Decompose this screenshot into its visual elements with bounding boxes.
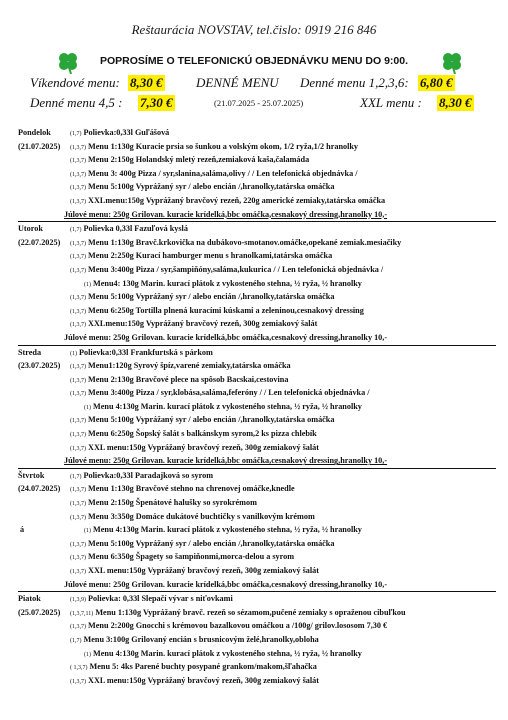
allergen-codes: (1): [70, 350, 77, 357]
allergen-codes: (1,3,7): [70, 322, 86, 329]
allergen-codes: (1): [84, 281, 91, 288]
menu-line: [18, 606, 508, 620]
menu-item: Menu 2:150g Špenátové halušky so syrokrémom: [88, 498, 257, 508]
allergen-codes: (1,3,7): [70, 514, 86, 521]
menu-line: [18, 140, 508, 154]
menu-line: [18, 496, 508, 510]
allergen-codes: (1,3,7): [70, 308, 86, 315]
allergen-codes: (1,3,7): [70, 144, 86, 151]
menu-item: Menu 6:250g Tortilla plnená kuracími kúskami a zeleninou,cesnakový dressing: [88, 305, 364, 315]
menu-item: Menu4: 130g Marin. kurací plátok z vykosteného stehna, ½ ryža, ½ hranolky: [93, 278, 362, 288]
day-name: Piatok: [18, 594, 41, 604]
allergen-codes: (1,3,7): [70, 541, 86, 548]
menu-line: [18, 277, 508, 291]
day-name: Streda: [18, 347, 42, 357]
menu-item: Menu 5:100g Vyprážaný syr / alebo encián /,hranolky,tatárska omáčka: [88, 182, 335, 192]
allergen-codes: (1,3,7): [70, 418, 86, 425]
menu-item: Menu 6:250g Šopský šalát s balkánskym syrom,2 ks pizza chlebík: [88, 429, 317, 439]
day-date: (21.07.2025): [18, 141, 61, 151]
menu-item: Menu 1:130g Bravč.krkovička na dubákovo-smotanov.omáčke,opekané zemiak.mesiačiky: [88, 237, 402, 247]
menu-item: XXLmenu:150g Vyprážaný bravčový rezeň, 220g americké zemiaky,tatárska omáčka: [88, 195, 386, 205]
menu-line: [18, 290, 508, 304]
menu-item: Menu 5:100g Vyprážaný syr / alebo encián /,hranolky,tatárska omáčka: [88, 415, 335, 425]
order-notice: POPROSÍME O TELEFONICKÚ OBJEDNÁVKU MENU DO 9:00.: [99, 55, 409, 67]
daily-45-price: 7,30 €: [140, 95, 173, 110]
allergen-codes: (1,3,7): [70, 624, 86, 631]
soup-item: Polievka:0,33l Paradajková so syrom: [83, 470, 214, 480]
menu-line: [18, 633, 508, 647]
allergen-codes: (1,3,7): [70, 377, 86, 384]
menu-item: Júlové menu: 250g Grilovan. kuracie krídelká,bbc omáčka,cesnakový dressing,hranolky 10,-: [64, 579, 388, 589]
day-name: Utorok: [18, 224, 43, 234]
allergen-codes: (1,3,7): [70, 267, 86, 274]
menu-item: XXL menu:150g Vyprážaný bravčový rezeň, 300g zemiakový šalát: [88, 442, 319, 452]
soup-item: Polievka 0,33l Fazuľová kyslá: [83, 224, 188, 234]
allergen-codes: (1,3,7): [70, 445, 86, 452]
weekly-menu: [18, 126, 508, 687]
allergen-codes: (1): [84, 651, 91, 658]
daily-45-label: Denné menu 4,5 :: [30, 95, 123, 110]
menu-item: Júlové menu: 250g Grilovan. kuracie krídelká,bbc omáčka,cesnakový dressing,hranolky 10,-: [64, 209, 388, 219]
menu-item: Menu 5:100g Vyprážaný syr / alebo encián /,hranolky,tatárska omáčka: [88, 292, 335, 302]
day-block: [18, 222, 508, 345]
menu-line: [18, 304, 508, 318]
menu-item: XXL menu:150g Vyprážaný bravčový rezeň, 300g zemiakový šalát: [88, 675, 319, 685]
xxl-menu-price: 8,30 €: [439, 95, 472, 110]
menu-item: Menu1:120g Syrový špíz,varené zemiaky,tatárska omáčka: [88, 361, 291, 371]
menu-line: [18, 592, 508, 606]
allergen-codes: (1,7): [70, 131, 82, 137]
menu-line: [18, 331, 508, 345]
allergen-codes: (1,3,7,11): [70, 610, 94, 617]
menu-line: [18, 413, 508, 427]
day-name: Štvrtok: [18, 470, 45, 480]
allergen-codes: (1,3,7): [70, 240, 86, 247]
menu-line: [18, 550, 508, 564]
soup-item: Polievka: 0,33l Slepačí vývar s niťovkami: [88, 594, 233, 604]
restaurant-title: Reštaurácia NOVSTAV, tel.čislo: 0919 216 846: [131, 22, 377, 37]
menu-item: Júlové menu: 250g Grilovan. kuracie krídelká,bbc omáčka,cesnakový dressing,hranolky 10,-: [64, 332, 388, 342]
day-date: (25.07.2025): [18, 607, 61, 617]
menu-line: [18, 373, 508, 387]
daily-menu-label: DENNÉ MENU: [196, 75, 279, 90]
daily-123-label: Denné menu 1,2,3,6:: [300, 75, 409, 90]
allergen-codes: (1,3,7): [70, 569, 86, 575]
menu-line: [18, 564, 508, 578]
menu-item: Menu 3: 400g Pizza / syr,slanina,saláma,olivy / / Len telefonická objednávka /: [88, 168, 358, 178]
menu-line: [18, 441, 508, 455]
xxl-menu-label: XXL menu :: [360, 95, 422, 110]
menu-line: [18, 263, 508, 277]
menu-line: [18, 482, 508, 496]
menu-item: Menu 3:350g Domáce dukátové buchtičky s vanilkovým krémom: [88, 511, 315, 521]
menu-item: Menu 2:250g Kurací hamburger menu s hranolkami,tatárska omáčka: [88, 251, 333, 261]
menu-line: [18, 359, 508, 373]
allergen-codes: (1): [84, 528, 91, 535]
allergen-codes: (1,3,7): [70, 364, 86, 371]
menu-item: Menu 5:100g Vyprážaný syr / alebo encián /,hranolky,tatárska omáčka: [88, 538, 335, 548]
allergen-codes: (1,3,7): [70, 158, 86, 165]
menu-item: XXL menu:150g Vyprážaný bravčový rezeň, 300g zemiakový šalát: [88, 566, 319, 575]
menu-line: [18, 317, 508, 331]
menu-item: Menu 1:130g Bravčové stehno na chrenovej omáčke,knedle: [88, 484, 295, 494]
allergen-codes: (1,3,7): [70, 391, 86, 398]
allergen-codes: (1): [84, 404, 91, 411]
menu-line: [18, 386, 508, 400]
allergen-codes: ( 1,3,7): [70, 665, 88, 672]
allergen-codes: (1,3,7): [70, 678, 86, 685]
day-date: (24.07.2025): [18, 484, 61, 494]
allergen-codes: (1,3,7): [70, 432, 86, 439]
day-block: [18, 126, 508, 222]
day-name: Pondelok: [18, 128, 51, 137]
menu-item: Menu 3:400g Pizza / syr,klobása,saláma,feferóny / / Len telefonická objednávka /: [88, 388, 370, 398]
menu-line: [18, 126, 508, 140]
day-date: (23.07.2025): [18, 361, 61, 371]
menu-line: [18, 523, 508, 537]
allergen-codes: (1,3,7): [70, 171, 86, 178]
menu-line: [18, 194, 508, 208]
menu-line: [18, 510, 508, 524]
menu-item: Júlové menu: 250g Grilovan. kuracie krídelká,bbc omáčka,cesnakový dressing,hranolky 10,-: [64, 456, 388, 466]
menu-line: [18, 346, 508, 360]
menu-line: [18, 619, 508, 633]
menu-line: [18, 427, 508, 441]
menu-item: Menu 1:130g Vyprážaný bravč. rezeň so sézamom,pučené zemiaky s opraženou cibuľkou: [95, 607, 406, 617]
menu-line: [18, 249, 508, 263]
menu-item: XXLmenu:150g Vyprážaný bravčový rezeň, 300g zemiakový šalát: [88, 319, 318, 329]
menu-line: [18, 674, 508, 688]
soup-item: Polievka:0,33l Guľášová: [83, 128, 170, 137]
allergen-codes: (1,3,7): [70, 501, 86, 508]
day-block: [18, 346, 508, 469]
menu-line: [18, 469, 508, 483]
menu-line: [18, 180, 508, 194]
menu-line: [18, 167, 508, 181]
menu-line: [18, 222, 508, 236]
menu-line: [18, 647, 508, 661]
menu-item: Menu 2:150g Holandský mletý rezeň,zemiaková kaša,čalamáda: [88, 155, 310, 165]
menu-item: Menu 3:400g Pizza / syr,šampiňóny,saláma,kukurica / / Len telefonická objednávka /: [88, 264, 384, 274]
menu-line: [18, 400, 508, 414]
menu-item: Menu 5: 4ks Parené buchty posypané grankom/makom,šľahačka: [89, 662, 317, 672]
weekend-menu-price: 8,30 €: [130, 75, 163, 90]
menu-header: [0, 0, 508, 120]
menu-line: [18, 537, 508, 551]
menu-line: [18, 660, 508, 674]
menu-item: Menu 2:200g Gnocchi s krémovou bazalkovou omáčkou a /100g/ grilov.lososom 7,30 €: [88, 621, 388, 631]
menu-item: Menu 6:350g Špagety so šampiňonmi,morca-delou a syrom: [88, 552, 295, 562]
daily-123-price: 6,80 €: [420, 75, 453, 90]
menu-line: [18, 208, 508, 222]
menu-item: Menu 4:130g Marin. kurací plátok z vykosteného stehna, ½ ryža, ½ hranolky: [93, 648, 362, 658]
menu-line: [18, 578, 508, 592]
allergen-codes: (1,7): [70, 637, 82, 644]
allergen-codes: (1,3,7): [70, 487, 86, 494]
menu-line: [18, 454, 508, 468]
menu-item: Menu 4:130g Marin. kurací plátok z vykosteného stehna, ½ ryža, ½ hranolky: [93, 525, 362, 535]
allergen-codes: (1,3,7): [70, 295, 86, 302]
allergen-codes: (1,3,7): [70, 254, 86, 261]
menu-item: Menu 1:130g Kuracie prsia so šunkou a volským okom, 1/2 ryža,1/2 hranolky: [88, 141, 359, 151]
menu-item: Menu 3:100g Grilovaný encián s brusnicovým želé,hranolky,obloha: [83, 634, 319, 644]
stray-mark: á: [20, 525, 25, 535]
day-date: (22.07.2025): [18, 237, 61, 247]
date-range: (21.07.2025 - 25.07.2025): [214, 98, 304, 108]
allergen-codes: (1,3,7): [70, 185, 86, 192]
menu-item: Menu 4:130g Marin. kurací plátok z vykosteného stehna, ½ ryža, ½ hranolky: [93, 401, 362, 411]
allergen-codes: (1,3,7): [70, 198, 86, 205]
allergen-codes: (1,3,9): [70, 597, 86, 604]
menu-item: Menu 2:130g Bravčové plece na spôsob Bacskai,cestovina: [88, 374, 289, 384]
allergen-codes: (1,7): [70, 473, 82, 480]
menu-line: [18, 236, 508, 250]
menu-line: [18, 153, 508, 167]
allergen-codes: (1,3,7): [70, 555, 86, 562]
day-block: [18, 469, 508, 592]
weekend-menu-label: Víkendové menu:: [30, 75, 120, 90]
soup-item: Polievka:0,33l Frankfurtská s párkom: [79, 347, 213, 357]
day-block: [18, 592, 508, 687]
allergen-codes: (1,7): [70, 227, 82, 234]
